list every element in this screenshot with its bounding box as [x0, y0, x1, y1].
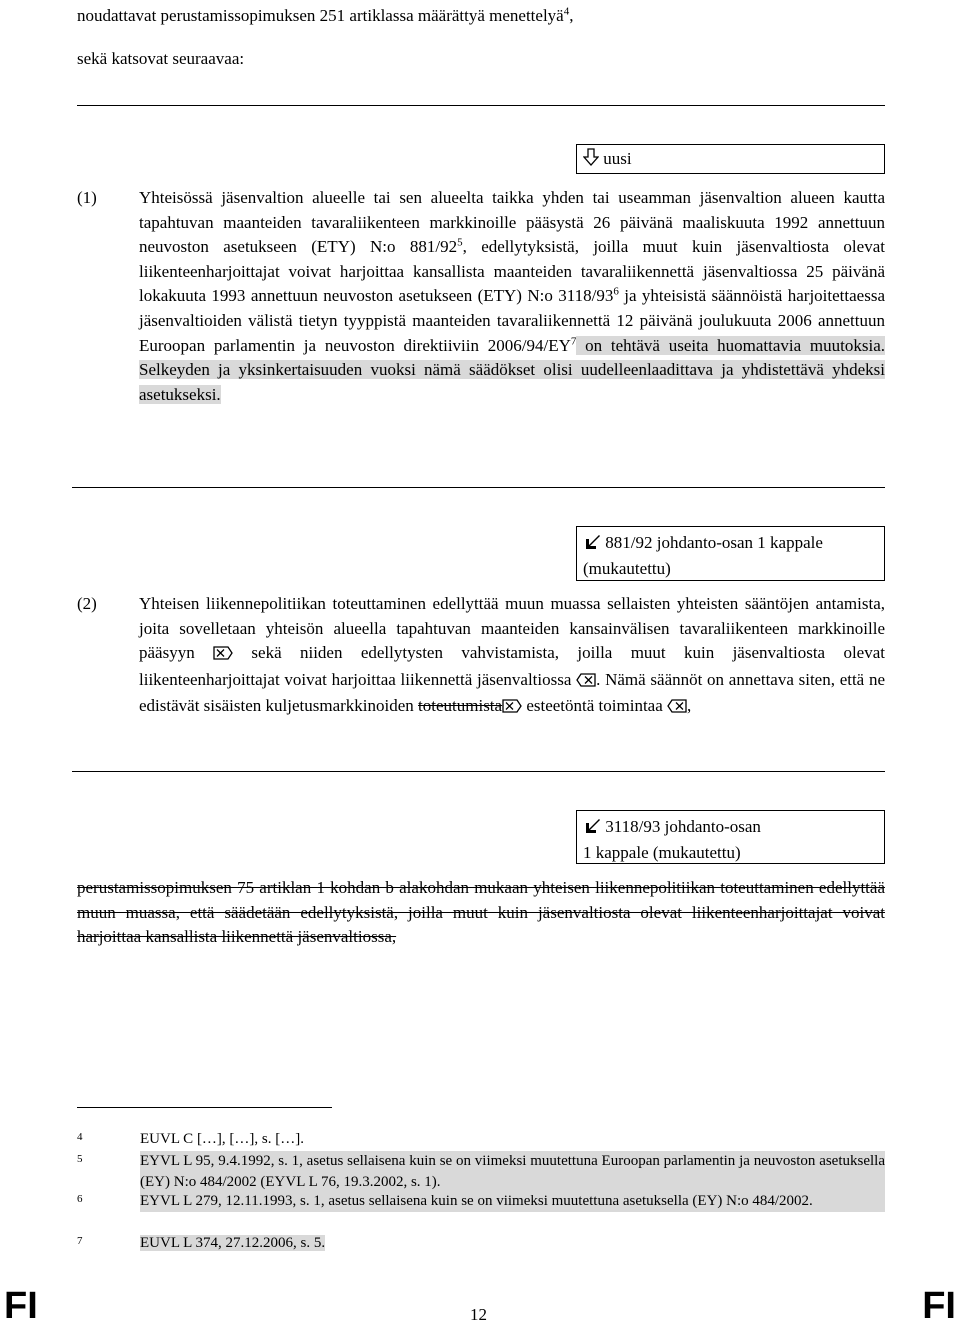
recital-2-part-4: esteetöntä toimintaa	[522, 696, 668, 716]
recital-1-part-2: , edellytyksistä, joilla muut kuin jäsenvaltiosta olevat liikenteenharjoittajat voivat harjoittaa kansallista maanteiden tavaraliikennettä jäsenvaltiossa 25 päivänä lokakuuta 1993 annettuun neuvoston asetukseen (ETY) N:o 3118/93	[139, 237, 885, 306]
footnote-number: 6	[77, 1193, 83, 1205]
footnote-separator	[77, 1107, 332, 1108]
recital-2-number: (2)	[77, 594, 97, 613]
source-box-881-92-line-2: (mukautettu)	[583, 559, 671, 578]
footnote-text	[140, 1233, 885, 1254]
new-text-marker-box	[576, 144, 885, 174]
footer-language-right: FI	[922, 1285, 956, 1327]
page-number: 12	[470, 1305, 487, 1324]
recital-1-part-3: ja yhteisistä säännöistä harjoitettaessa jäsenvaltioiden välistä tietyn tyyppistä maanteiden tavaraliikennettä 12 päivänä joulukuuta 2006 annettuun Euroopan parlamentin ja neuvoston direktiiviin 2006/94/EY	[139, 286, 885, 355]
recital-1-text	[139, 186, 885, 407]
source-box-881-92	[576, 526, 885, 581]
footnote-7-highlighted: EUVL L 374, 27.12.2006, s. 5.	[140, 1235, 326, 1251]
footnote-number: 4	[77, 1131, 83, 1143]
recital-2-part-3: . Nämä säännöt on annettava siten, että ne edistävät sisäisten kuljetusmarkkinoiden	[139, 669, 885, 716]
intro-line-1	[77, 4, 573, 28]
recital-2-part-2: sekä niiden edellytysten vahvistamista, joilla muut kuin jäsenvaltiosta olevat liikenteenharjoittajat voivat harjoittaa liikennettä jäsenvaltiossa	[139, 643, 885, 689]
footnote-text: EYVL L 95, 9.4.1992, s. 1, asetus sellaisena kuin se on viimeksi muutettuna Euroopan parlamentin ja neuvoston asetuksella (EY) N:o 484/2002 (EYVL L 76, 19.3.2002, s. 1).	[140, 1151, 885, 1192]
recital-2-part-1: Yhteisen liikennepolitiikan toteuttaminen edellyttää muun muassa sellaisten yhteisten sääntöjen antamista, joita sovelletaan yhteisön alueella tapahtuvan maanteiden kansainvälisen tavaraliikenteen markkinoille pääsyyn	[139, 594, 885, 663]
separator-line-3	[72, 771, 885, 772]
insert-end-icon	[667, 696, 687, 721]
footnote-text: EUVL C […], […], s. […].	[140, 1131, 304, 1147]
recital-1-number: (1)	[77, 188, 97, 207]
down-arrow-outline-icon	[583, 148, 599, 173]
footnote-number: 5	[77, 1153, 83, 1165]
insert-start-icon	[213, 643, 233, 668]
footnote-ref-7[interactable]: 7	[570, 334, 577, 347]
footnote-ref-5[interactable]: 5	[457, 236, 463, 249]
insert-end-icon	[576, 670, 596, 695]
new-text-label: uusi	[603, 149, 632, 168]
deleted-recital-text: perustamissopimuksen 75 artiklan 1 kohdan b alakohdan mukaan yhteisen liikennepolitiikan toteuttaminen edellyttää muun muassa, että säädetään edellytyksistä, joilla muut kuin jäsenvaltiosta olevat liikenteenharjoittajat voivat harjoittaa kansallista liikennettä jäsenvaltiossa,	[77, 878, 885, 947]
footnote-ref-4[interactable]: 4	[563, 5, 570, 18]
separator-line-2	[72, 487, 885, 488]
source-box-3118-93	[576, 810, 885, 864]
recital-2-text	[139, 592, 885, 721]
left-arrow-icon	[583, 817, 601, 841]
source-box-881-92-line-1	[583, 531, 878, 557]
footer-language-left: FI	[4, 1285, 38, 1327]
footnote-number: 7	[77, 1235, 83, 1247]
left-arrow-icon	[583, 533, 601, 557]
source-box-3118-93-line-2: 1 kappale (mukautettu)	[583, 843, 741, 862]
source-box-3118-93-title: 3118/93 johdanto-osan	[605, 817, 761, 836]
footnote-text: EYVL L 279, 12.11.1993, s. 1, asetus sellaisena kuin se on viimeksi muutettuna asetuksella (EY) N:o 484/2002.	[140, 1191, 885, 1212]
recital-2-part-5: ,	[687, 696, 692, 716]
footnote-ref-6[interactable]: 6	[613, 285, 619, 298]
intro-line-1-suffix: ,	[569, 6, 574, 25]
separator-line-1	[77, 105, 885, 106]
source-box-881-92-title: 881/92 johdanto-osan 1 kappale	[605, 533, 823, 552]
recital-1-part-4-highlighted: on tehtävä useita huomattavia muutoksia. Selkeyden ja yksinkertaisuuden vuoksi nämä säädökset olisi uudelleenlaadittava ja yhdistettävä yhdeksi asetukseksi.	[139, 335, 885, 404]
recital-2-struck-word: toteutumista	[418, 696, 503, 716]
intro-line-2: sekä katsovat seuraavaa:	[77, 49, 245, 68]
recital-1-part-1: Yhteisössä jäsenvaltion alueelle tai sen alueelta taikka yhden tai useamman jäsenvaltion alueen kautta tapahtuvan maanteiden tavaraliikenteen markkinoille pääsystä 26 päivänä maaliskuuta 1992 annettuun neuvoston asetukseen (ETY) N:o 881/92	[139, 188, 885, 257]
source-box-3118-93-line-1	[583, 815, 878, 841]
intro-line-1-text: noudattavat perustamissopimuksen 251 artiklassa määrättyä menettelyä	[77, 6, 564, 25]
insert-start-icon	[502, 696, 522, 721]
